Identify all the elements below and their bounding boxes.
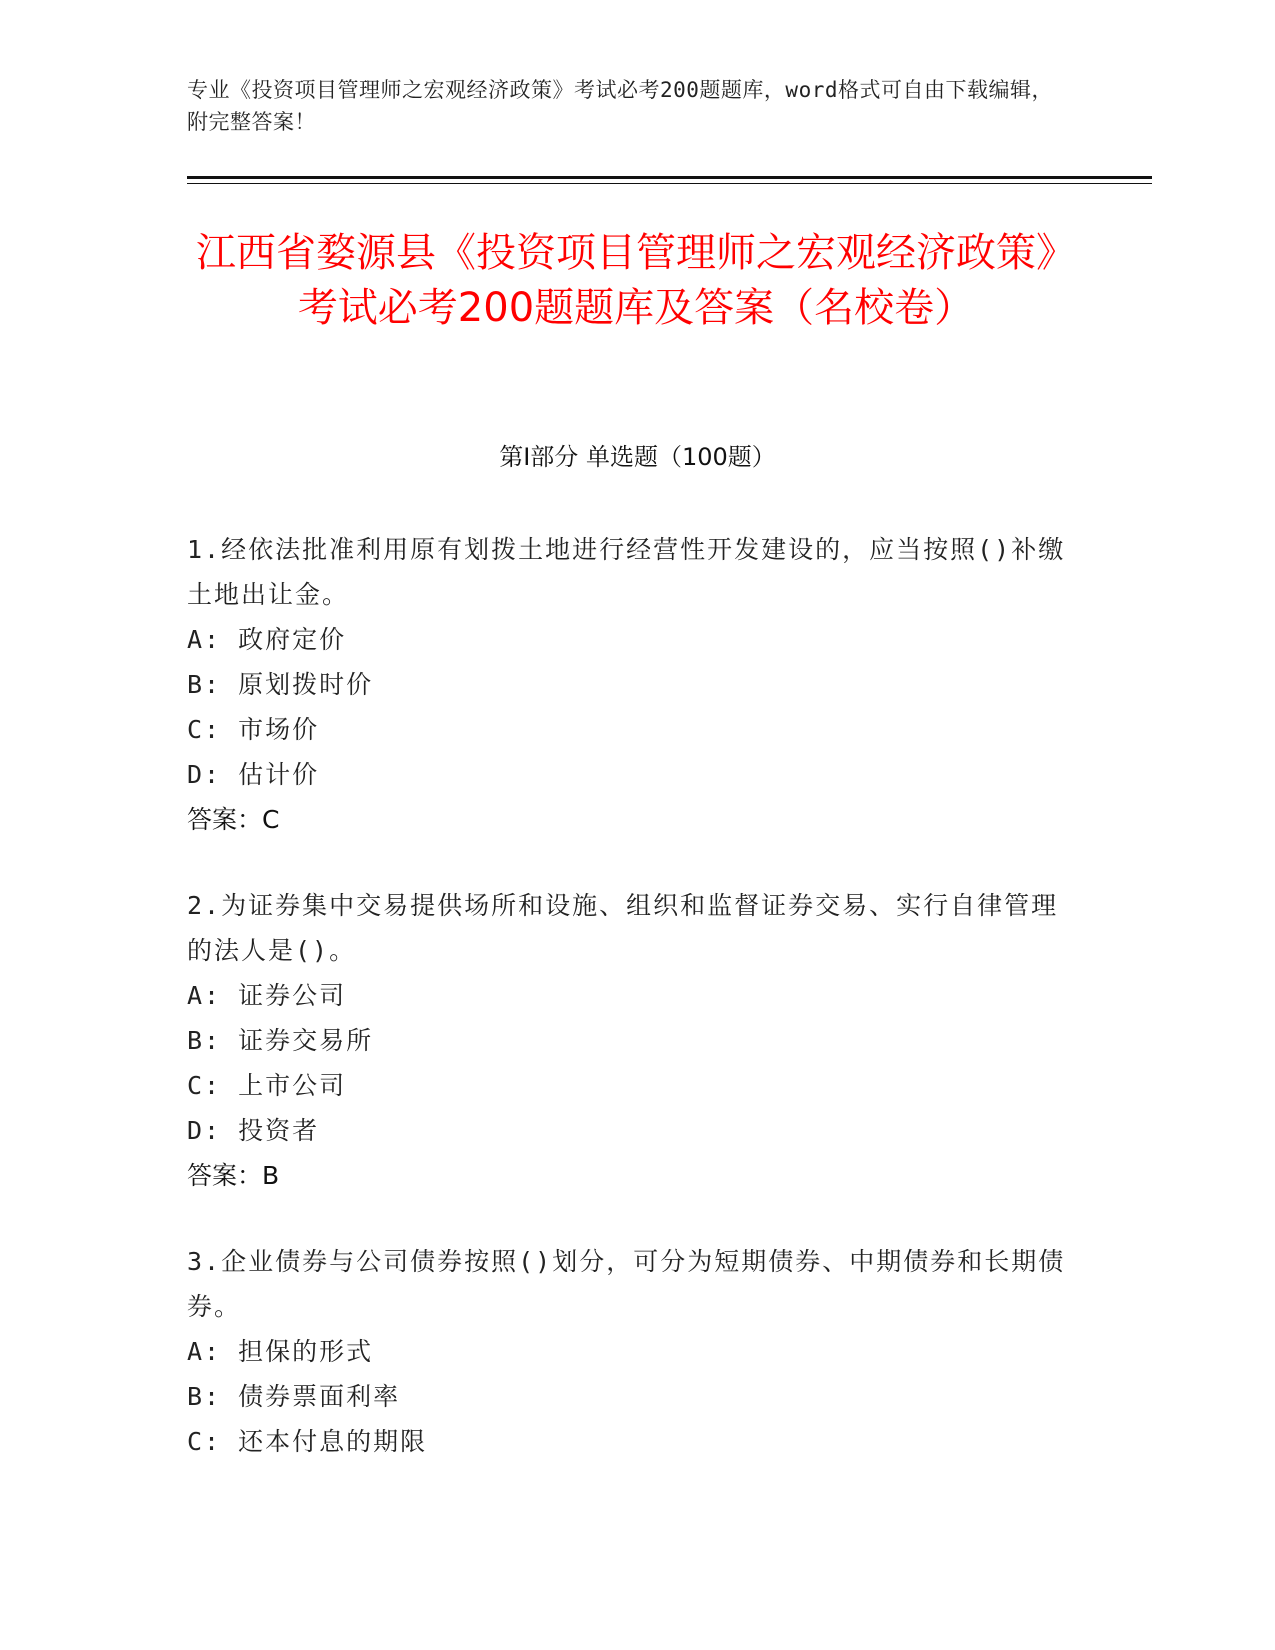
option-b: B: 证券交易所 — [187, 1026, 374, 1055]
option-c: C: 上市公司 — [187, 1071, 347, 1100]
option-d: D: 投资者 — [187, 1116, 320, 1145]
question-3 — [187, 1239, 1067, 1464]
option-a: A: 担保的形式 — [187, 1337, 374, 1366]
option-a: A: 政府定价 — [187, 625, 347, 654]
header-note: 专业《投资项目管理师之宏观经济政策》考试必考200题题库，word格式可自由下载编辑，附完整答案！ — [187, 78, 1053, 134]
option-b: B: 债券票面利率 — [187, 1382, 401, 1411]
question-stem: 2.为证券集中交易提供场所和设施、组织和监督证券交易、实行自律管理的法人是()。 — [187, 891, 1059, 965]
option-d: D: 估计价 — [187, 760, 320, 789]
answer-line: 答案：C — [187, 805, 280, 834]
header-divider-thick — [187, 176, 1152, 179]
option-c: C: 市场价 — [187, 715, 320, 744]
question-2 — [187, 883, 1067, 1198]
option-b: B: 原划拨时价 — [187, 670, 374, 699]
question-stem: 3.企业债券与公司债券按照()划分，可分为短期债券、中期债券和长期债券。 — [187, 1247, 1066, 1321]
section-title: 第I部分 单选题（100题） — [499, 443, 776, 471]
question-list — [187, 527, 1067, 1505]
option-a: A: 证券公司 — [187, 981, 347, 1010]
question-stem: 1.经依法批准利用原有划拨土地进行经营性开发建设的，应当按照()补缴土地出让金。 — [187, 535, 1066, 609]
header-divider-thin — [187, 183, 1152, 184]
document-title: 江西省婺源县《投资项目管理师之宏观经济政策》考试必考200题题库及答案（名校卷） — [196, 230, 1076, 331]
option-c: C: 还本付息的期限 — [187, 1427, 428, 1456]
answer-line: 答案：B — [187, 1161, 280, 1190]
question-1 — [187, 527, 1067, 842]
